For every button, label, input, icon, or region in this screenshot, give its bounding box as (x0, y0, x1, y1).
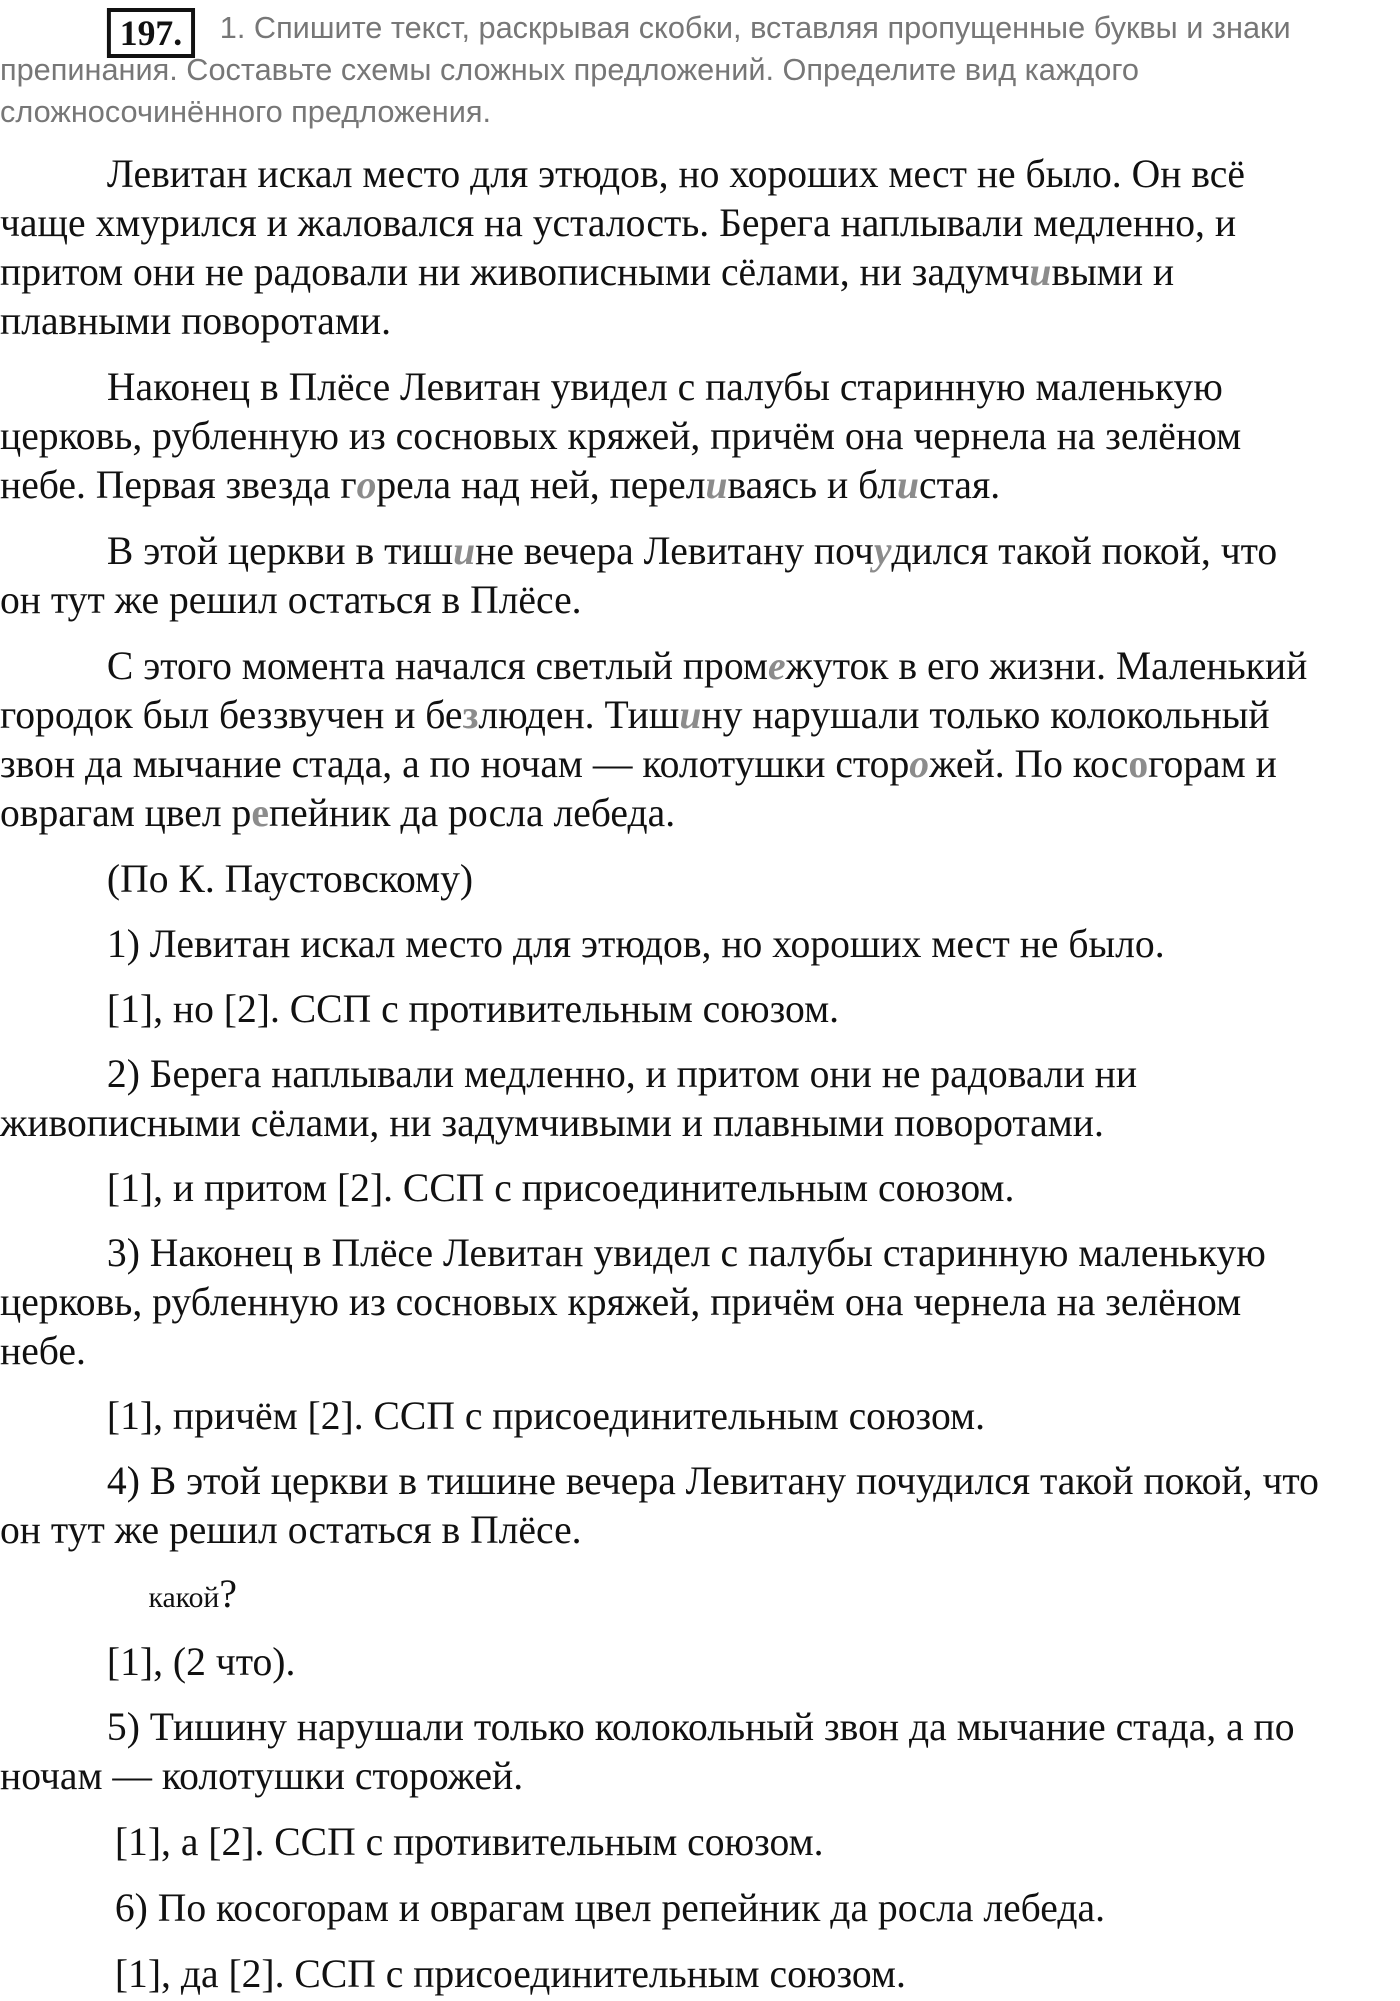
scheme-question-mark: ? (219, 1571, 237, 1616)
inserted-letter: и (453, 528, 476, 573)
text-segment: жей. По кос (929, 741, 1129, 786)
text-segment: притом они не радовали ни живописными сёлами, ни задумч (0, 249, 1030, 294)
inserted-letter: е (767, 643, 786, 688)
inserted-letter: и (897, 462, 920, 507)
text-segment: не вечера Левитану поч (475, 528, 874, 573)
inserted-letter: и (705, 462, 728, 507)
text-segment: оврагам цвел р (0, 790, 252, 835)
text-line: Левитан искал место для этюдов, но хороших мест не было. Он всё (106, 151, 1245, 196)
text-segment: В этой церкви в тиш (106, 528, 454, 573)
text-segment: дился такой покой, что (891, 528, 1278, 573)
sentence-scheme: [1], а [2]. ССП с противительным союзом. (114, 1819, 824, 1864)
text-line (0, 691, 1270, 739)
text-segment: выми и (1051, 249, 1175, 294)
inserted-letter: и (1029, 249, 1052, 294)
text-line: церковь, рубленную из сосновых кряжей, причём она чернела на зелёном (0, 413, 1242, 458)
inserted-letter: о (909, 741, 930, 786)
text-segment: ваясь и бл (727, 462, 898, 507)
task-line: сложносочинённого предложения. (0, 94, 491, 129)
task-line: 1. Спишите текст, раскрывая скобки, вставляя пропущенные буквы и знаки (219, 10, 1291, 45)
text-line (0, 789, 675, 837)
inserted-letter: о (356, 462, 377, 507)
text-line (107, 642, 1307, 690)
exercise-number: 197. (107, 8, 195, 58)
text-line (0, 740, 1277, 788)
analysis-sentence: 4) В этой церкви в тишине вечера Левитану почудился такой покой, что (106, 1458, 1319, 1503)
text-line (0, 248, 1174, 296)
sentence-scheme: [1], да [2]. ССП с присоединительным союзом. (114, 1951, 906, 1996)
analysis-sentence: живописными сёлами, ни задумчивыми и плавными поворотами. (0, 1100, 1104, 1145)
inserted-letter: з (462, 692, 479, 737)
inserted-letter: и (679, 692, 702, 737)
text-line: плавными поворотами. (0, 298, 392, 343)
inserted-letter: о (1128, 741, 1149, 786)
sentence-scheme: [1], (2 что). (106, 1639, 296, 1684)
analysis-sentence: 3) Наконец в Плёсе Левитан увидел с палубы старинную маленькую (106, 1230, 1266, 1275)
inserted-letter: у (873, 528, 892, 573)
text-segment: рела над ней, перел (376, 462, 706, 507)
scheme-question (148, 1571, 237, 1616)
text-segment: городок был беззвучен и бе (0, 692, 463, 737)
inserted-letter: е (251, 790, 269, 835)
text-segment: люден. Тиш (478, 692, 680, 737)
sentence-scheme: [1], но [2]. ССП с противительным союзом. (106, 986, 840, 1031)
text-segment: горам и (1148, 741, 1277, 786)
text-line: чаще хмурился и жаловался на усталость. Берега наплывали медленно, и (0, 200, 1237, 245)
sentence-scheme: [1], и притом [2]. ССП с присоединительным союзом. (106, 1165, 1015, 1210)
text-line (0, 461, 1000, 509)
text-source: (По К. Паустовскому) (106, 856, 474, 901)
analysis-sentence: 5) Тишину нарушали только колокольный звон да мычание стада, а по (106, 1704, 1295, 1749)
scheme-question-word: какой (148, 1581, 220, 1614)
text-segment: ну нарушали только колокольный (701, 692, 1270, 737)
sentence-scheme: [1], причём [2]. ССП с присоединительным союзом. (106, 1393, 985, 1438)
analysis-sentence: 2) Берега наплывали медленно, и притом они не радовали ни (106, 1051, 1138, 1096)
text-line: он тут же решил остаться в Плёсе. (0, 577, 582, 622)
text-segment: звон да мычание стада, а по ночам — колотушки стор (0, 741, 910, 786)
analysis-sentence: небе. (0, 1328, 86, 1373)
text-line (107, 527, 1277, 575)
text-line: Наконец в Плёсе Левитан увидел с палубы старинную маленькую (106, 364, 1223, 409)
text-segment: пейник да росла лебеда. (268, 790, 676, 835)
analysis-sentence: церковь, рубленную из сосновых кряжей, причём она чернела на зелёном (0, 1279, 1242, 1324)
text-segment: жуток в его жизни. Маленький (785, 643, 1308, 688)
text-segment: небе. Первая звезда г (0, 462, 357, 507)
analysis-sentence: он тут же решил остаться в Плёсе. (0, 1507, 582, 1552)
task-line: препинания. Составьте схемы сложных предложений. Определите вид каждого (0, 52, 1139, 87)
analysis-sentence: 6) По косогорам и оврагам цвел репейник да росла лебеда. (114, 1885, 1105, 1930)
analysis-sentence: 1) Левитан искал место для этюдов, но хороших мест не было. (106, 921, 1165, 966)
analysis-sentence: ночам — колотушки сторожей. (0, 1753, 524, 1798)
text-segment: стая. (919, 462, 1001, 507)
text-segment: С этого момента начался светлый пром (106, 643, 768, 688)
